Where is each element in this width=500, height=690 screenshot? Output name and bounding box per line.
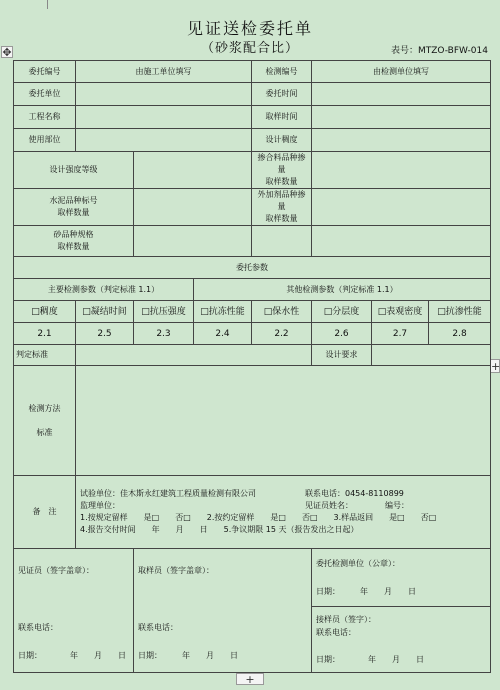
witness-date-label: 日期： 年 月 日 (18, 651, 126, 660)
remarks-lab-unit: 试验单位：佳木斯永红建筑工程质量检测有限公司 (80, 489, 256, 498)
client-unit-date-label: 日期： 年 月 日 (316, 587, 417, 596)
field-commission-time[interactable] (312, 83, 491, 106)
additive-qty: 取样数量 (265, 214, 298, 223)
sand-spec: 砂品种规格 (53, 230, 94, 239)
code-layering: 2.6 (312, 323, 372, 345)
label-usage-part: 使用部位 (14, 129, 76, 152)
cement-type: 水泥品种标号 (49, 196, 98, 205)
label-admixture (252, 152, 312, 189)
label-design-consistency: 设计稠度 (252, 129, 312, 152)
receiver-area[interactable] (312, 607, 490, 672)
cement-qty: 取样数量 (57, 208, 90, 217)
sand-qty: 取样数量 (57, 242, 90, 251)
page-corner-mark (47, 0, 48, 9)
remarks-line3: 1.按规定留样 是□ 否□ 2.按约定留样 是□ 否□ 3.样品返回 是□ 否□ (80, 513, 437, 522)
add-row-button[interactable]: + (236, 673, 264, 685)
add-column-button[interactable]: + (491, 360, 500, 373)
code-impermeability: 2.8 (429, 323, 491, 345)
label-additive (252, 189, 312, 226)
code-frost-resistance: 2.4 (194, 323, 252, 345)
receiver-label: 接样员（签字）： (316, 615, 377, 624)
remarks-witness-name: 见证员姓名： (305, 501, 353, 510)
remarks-number: 编号： (385, 501, 409, 510)
client-unit-cell[interactable] (312, 549, 491, 673)
sampler-date-label: 日期： 年 月 日 (138, 651, 238, 660)
field-design-requirement[interactable] (372, 345, 491, 366)
witness-signature-cell[interactable] (14, 549, 134, 673)
commission-form-table (13, 60, 491, 673)
value-commission-no[interactable]: 由施工单位填写 (76, 61, 252, 83)
label-judgment-standard: 判定标准 (14, 345, 76, 366)
label-sand (14, 226, 134, 257)
label-cement (14, 189, 134, 226)
checkbox-impermeability[interactable]: □抗渗性能 (429, 301, 491, 323)
admixture-qty: 取样数量 (265, 177, 298, 186)
admixture-type: 掺合料品种掺量 (257, 153, 306, 174)
label-commission-time: 委托时间 (252, 83, 312, 106)
table-move-handle-icon[interactable]: ✥ (2, 46, 12, 59)
field-design-consistency[interactable] (312, 129, 491, 152)
witness-phone-label: 联系电话： (18, 623, 58, 632)
field-judgment-standard[interactable] (76, 345, 312, 366)
field-design-strength[interactable] (134, 152, 252, 189)
additive-type: 外加剂品种掺量 (257, 190, 306, 211)
method-label-line1: 检测方法 (28, 403, 61, 413)
label-project-name: 工程名称 (14, 106, 76, 129)
label-test-method (14, 366, 76, 476)
witness-signature-label: 见证员（签字盖章）： (18, 566, 94, 575)
label-client-unit: 委托单位 (14, 83, 76, 106)
client-unit-seal-area[interactable] (312, 549, 490, 607)
checkbox-setting-time[interactable]: □凝结时间 (76, 301, 134, 323)
sampler-phone-label: 联系电话： (138, 623, 178, 632)
label-design-requirement: 设计要求 (312, 345, 372, 366)
sampler-signature-cell[interactable] (134, 549, 312, 673)
label-sampling-time: 取样时间 (252, 106, 312, 129)
value-test-no[interactable]: 由检测单位填写 (312, 61, 491, 83)
field-sampling-time[interactable] (312, 106, 491, 129)
form-number: 表号：MTZO-BFW-014 (390, 46, 488, 56)
checkbox-consistency[interactable]: □稠度 (14, 301, 76, 323)
field-admixture[interactable] (312, 152, 491, 189)
label-test-no: 检测编号 (252, 61, 312, 83)
field-usage-part[interactable] (76, 129, 252, 152)
code-compressive-strength: 2.3 (134, 323, 194, 345)
field-cement[interactable] (134, 189, 252, 226)
checkbox-compressive-strength[interactable]: □抗压强度 (134, 301, 194, 323)
label-remarks: 备 注 (14, 476, 76, 549)
field-client-unit[interactable] (76, 83, 252, 106)
method-label-line2: 标准 (36, 427, 53, 437)
checkbox-water-retention[interactable]: □保水性 (252, 301, 312, 323)
label-commission-no: 委托编号 (14, 61, 76, 83)
checkbox-frost-resistance[interactable]: □抗冻性能 (194, 301, 252, 323)
remarks-content (76, 476, 491, 549)
receiver-phone-label: 联系电话： (316, 628, 357, 637)
code-apparent-density: 2.7 (372, 323, 429, 345)
code-setting-time: 2.5 (76, 323, 134, 345)
label-design-strength: 设计强度等级 (14, 152, 134, 189)
field-sand[interactable] (134, 226, 252, 257)
params-section-title: 委托参数 (14, 257, 491, 279)
remarks-phone: 联系电话：0454-8110899 (305, 489, 404, 498)
checkbox-layering[interactable]: □分层度 (312, 301, 372, 323)
document-title: 见证送检委托单 (186, 19, 313, 38)
code-consistency: 2.1 (14, 323, 76, 345)
code-water-retention: 2.2 (252, 323, 312, 345)
other-params-title: 其他检测参数（判定标准 1.1） (194, 279, 491, 301)
sampler-signature-label: 取样员（签字盖章）： (138, 566, 214, 575)
remarks-supervisor: 监理单位： (80, 501, 120, 510)
main-params-title: 主要检测参数（判定标准 1.1） (14, 279, 194, 301)
client-unit-seal-label: 委托检测单位（公章）： (316, 559, 401, 568)
checkbox-apparent-density[interactable]: □表观密度 (372, 301, 429, 323)
field-empty[interactable] (312, 226, 491, 257)
field-empty-label (252, 226, 312, 257)
document-subtitle: （砂浆配合比） (200, 41, 299, 56)
field-project-name[interactable] (76, 106, 252, 129)
remarks-line4: 4.报告交付时间 年 月 日 5.争议期限 15 天（报告发出之日起） (80, 525, 359, 534)
receiver-date-label: 日期： 年 月 日 (316, 655, 425, 664)
field-test-method[interactable] (76, 366, 491, 476)
field-additive[interactable] (312, 189, 491, 226)
